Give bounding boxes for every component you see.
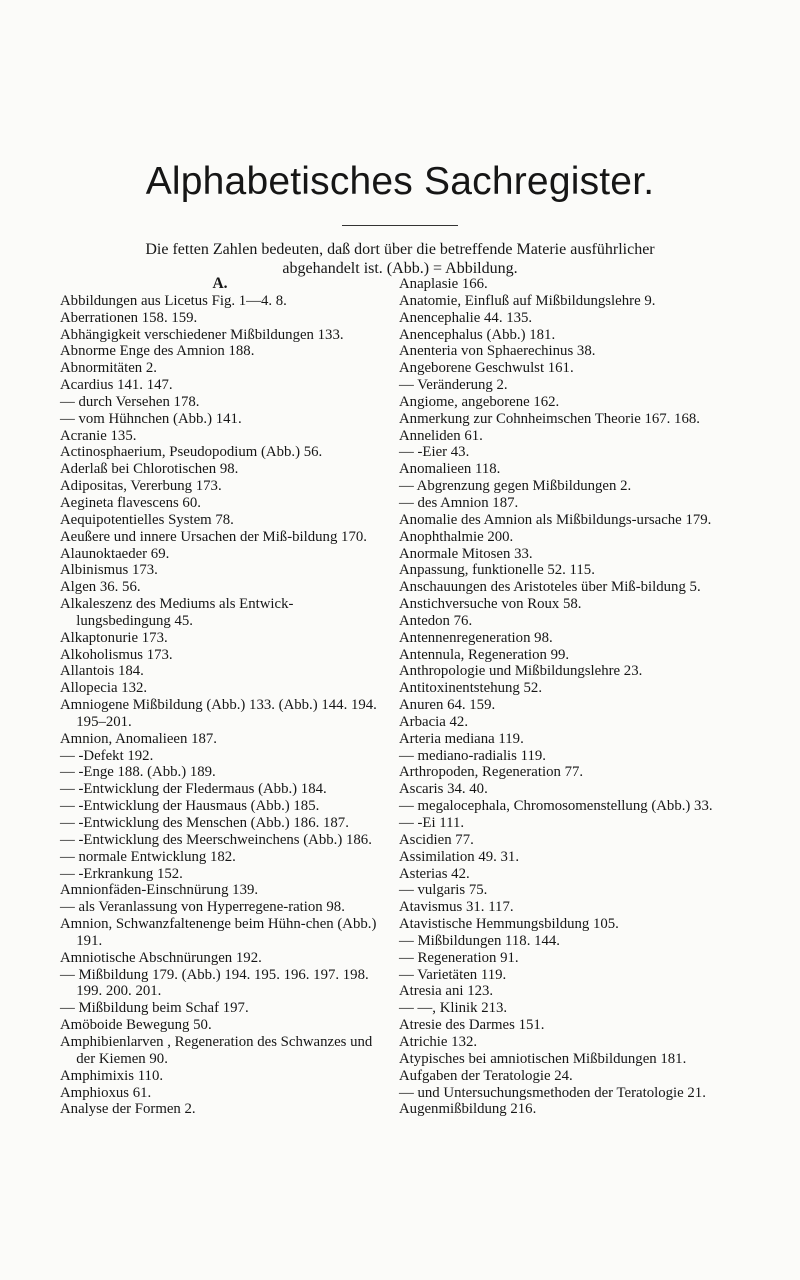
index-entry: Aegineta flavescens 60. [60,494,201,511]
index-entry: — -Ei 111. [399,815,465,831]
index-entry: Atresia ani 123. [399,983,494,1000]
index-entry: — durch Versehen 178. [60,393,200,410]
index-entry: — Abgrenzung gegen Mißbildungen 2. [399,478,632,495]
index-entry: Anophthalmie 200. [399,528,514,545]
index-entry: Algen 36. 56. [60,579,141,596]
index-entry: Anneliden 61. [399,427,483,444]
index-entry-list-left [60,293,380,1118]
index-entry: Abhängigkeit verschiedener Mißbildungen 133. [60,326,344,343]
index-entry: Antitoxinentstehung 52. [399,680,543,697]
index-entry: Assimilation 49. 31. [399,848,520,865]
index-entry: Aderlaß bei Chlorotischen 98. [60,461,239,478]
index-entry: Augenmißbildung 216. [399,1101,537,1118]
index-entry: Anomalieen 118. [399,461,501,478]
index-entry: Anatomie, Einfluß auf Mißbildungslehre 9. [399,292,656,309]
index-entry: — Mißbildung beim Schaf 197. [60,1000,249,1017]
index-entry: — vulgaris 75. [399,882,488,899]
index-entry: Arthropoden, Regeneration 77. [399,764,584,781]
index-entry: — -Defekt 192. [60,747,154,764]
index-entry: Analyse der Formen 2. [60,1101,196,1118]
index-entry: Atavistische Hemmungsbildung 105. [399,916,619,933]
index-entry: Amphimixis 110. [60,1067,164,1084]
index-entry: Aeußere und innere Ursachen der Miß-bildung 170. [60,528,367,545]
index-entry: Amniogene Mißbildung (Abb.) 133. (Abb.) 144. 194. 195–201. [60,697,377,730]
index-entry: Amphibienlarven , Regeneration des Schwanzes und der Kiemen 90. [60,1033,373,1067]
index-entry: Atypisches bei amniotischen Mißbildungen 181. [399,1050,687,1067]
index-entry: — normale Entwicklung 182. [60,848,236,865]
index-entry: Allantois 184. [60,663,144,680]
index-entry: Acranie 135. [60,427,137,444]
index-entry: Antennenregeneration 98. [399,629,553,646]
index-entry: Ascaris 34. 40. [399,781,488,798]
index-entry: — -Entwicklung der Fledermaus (Abb.) 184. [60,781,327,798]
index-entry: Alkaptonurie 173. [60,629,168,646]
index-entry: Amöboide Bewegung 50. [60,1017,212,1034]
index-entry: Alaunoktaeder 69. [60,545,170,562]
index-column-left [60,276,380,1118]
index-entry: — -Entwicklung der Hausmaus (Abb.) 185. [60,798,320,815]
index-entry: Anenteria von Sphaerechinus 38. [399,343,596,360]
index-entry: Aequipotentielles System 78. [60,511,234,528]
index-entry: Antedon 76. [399,612,473,629]
intro-line-1: Die fetten Zahlen bedeuten, daß dort über die betreffende Materie ausführlicher [145,241,655,258]
index-entry-list-right [399,276,725,1118]
index-entry: Angeborene Geschwulst 161. [399,360,574,377]
index-entry: — Mißbildung 179. (Abb.) 194. 195. 196. 197. 198. 199. 200. 201. [60,966,369,1000]
index-entry: Alkoholismus 173. [60,646,173,663]
index-entry: Atrichie 132. [399,1033,478,1050]
index-entry: Anencephalie 44. 135. [399,309,533,326]
index-entry: — Varietäten 119. [399,966,507,983]
index-entry: Antennula, Regeneration 99. [399,646,570,663]
index-entry: Actinosphaerium, Pseudopodium (Abb.) 56. [60,444,323,461]
index-entry: Anmerkung zur Cohnheimschen Theorie 167. 168. [399,410,700,427]
index-entry: Albinismus 173. [60,562,158,579]
index-entry: — megalocephala, Chromosomenstellung (Abb.) 33. [399,798,713,815]
index-entry: Aberrationen 158. 159. [60,309,198,326]
index-entry: Adipositas, Vererbung 173. [60,478,222,495]
index-entry: Anaplasie 166. [399,276,488,292]
index-entry: Acardius 141. 147. [60,377,173,394]
index-entry: — -Eier 43. [399,444,470,461]
index-entry: Angiome, angeborene 162. [399,393,560,410]
index-entry: — -Erkrankung 152. [60,865,183,882]
title-rule [342,225,458,226]
index-entry: Amnion, Anomalieen 187. [60,730,217,747]
index-entry: — Mißbildungen 118. 144. [399,932,560,949]
index-entry: — mediano-radialis 119. [399,747,546,764]
index-entry: Anstichversuche von Roux 58. [399,596,582,613]
index-entry: — Veränderung 2. [399,377,508,394]
index-entry: Amnionfäden-Einschnürung 139. [60,882,259,899]
index-entry: Anomalie des Amnion als Mißbildungs-ursache 179. [399,511,712,528]
index-entry: — des Amnion 187. [399,494,519,511]
index-entry: Amphioxus 61. [60,1084,152,1101]
index-entry: — und Untersuchungsmethoden der Teratologie 21. [399,1084,706,1101]
section-letter: A. [212,275,228,292]
index-entry: — vom Hühnchen (Abb.) 141. [60,410,242,427]
page-title: Alphabetisches Sachregister. [145,160,655,203]
index-entry: Allopecia 132. [60,680,148,697]
index-column-right [399,276,725,1118]
index-entry: Atresie des Darmes 151. [399,1017,545,1034]
index-entry: Abnorme Enge des Amnion 188. [60,343,255,360]
index-entry: Anschauungen des Aristoteles über Miß-bildung 5. [399,579,701,596]
index-entry: Atavismus 31. 117. [399,899,514,916]
intro-note [60,240,740,278]
index-entry: Aufgaben der Teratologie 24. [399,1067,573,1084]
index-entry: — Regeneration 91. [399,949,519,966]
index-entry: Abbildungen aus Licetus Fig. 1—4. 8. [60,292,287,309]
index-entry: Arbacia 42. [399,713,469,730]
index-entry: — -Entwicklung des Menschen (Abb.) 186. 187. [60,815,349,831]
index-entry: Anpassung, funktionelle 52. 115. [399,562,595,579]
index-entry: — -Entwicklung des Meerschweinchens (Abb.) 186. [60,831,372,848]
index-entry: Amniotische Abschnürungen 192. [60,949,262,966]
index-entry: Anormale Mitosen 33. [399,545,533,562]
index-entry: Anthropologie und Mißbildungslehre 23. [399,663,643,680]
index-entry: Asterias 42. [399,865,470,882]
index-entry: Arteria mediana 119. [399,730,524,747]
index-entry: — -Enge 188. (Abb.) 189. [60,764,216,781]
index-entry: Abnormitäten 2. [60,360,157,377]
index-entry: Anuren 64. 159. [399,697,496,714]
index-entry: — —, Klinik 213. [399,1000,508,1017]
index-entry: Anencephalus (Abb.) 181. [399,326,556,343]
index-entry: Amnion, Schwanzfaltenenge beim Hühn-chen (Abb.) 191. [60,916,377,949]
index-entry: Alkaleszenz des Mediums als Entwick-lungsbedingung 45. [60,596,294,629]
intro-line-2: abgehandelt ist. (Abb.) = Abbildung. [282,260,518,277]
index-entry: — als Veranlassung von Hyperregene-ration 98. [60,899,345,916]
index-entry: Ascidien 77. [399,831,474,848]
